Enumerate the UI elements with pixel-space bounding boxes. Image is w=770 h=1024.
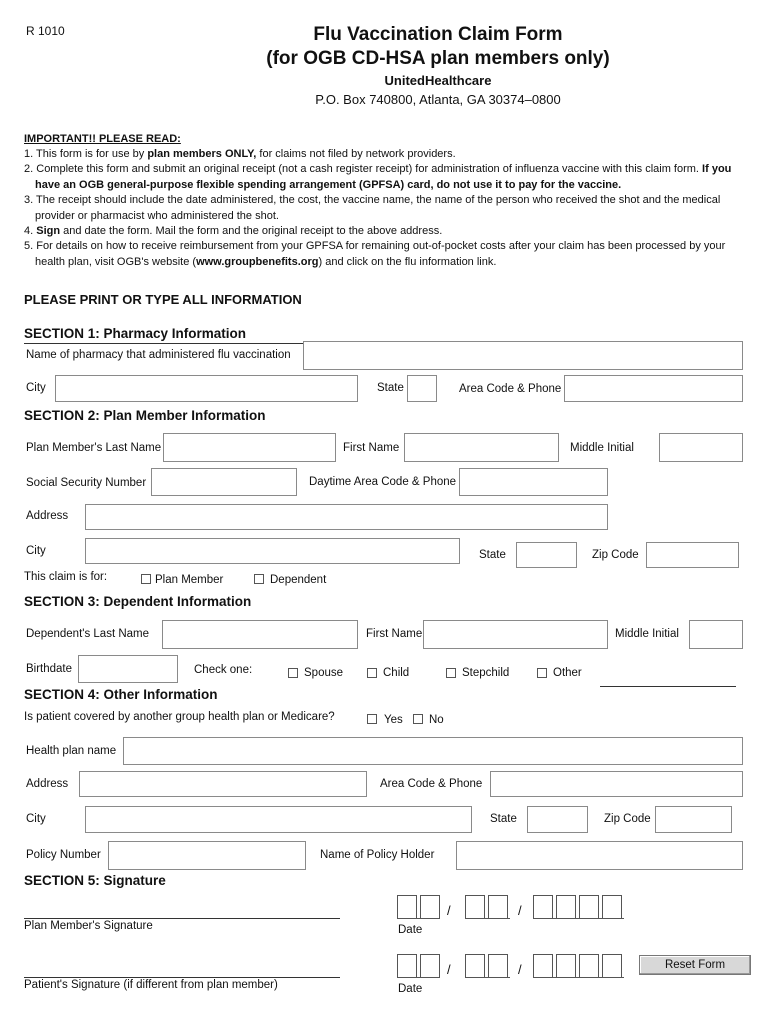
patient-signature-label: Patient's Signature (if different from plan member) (24, 979, 278, 991)
instruction-item: 3. The receipt should include the date administered, the cost, the vaccine name, the name of the person who received the shot and the medical provider or pharmacist who administered the shot. (24, 194, 721, 222)
section2-title: SECTION 2: Plan Member Information (24, 408, 266, 423)
member-first-name-field[interactable] (404, 433, 559, 462)
date-underline (397, 918, 440, 919)
other-checkbox[interactable] (537, 668, 547, 678)
member-address-field[interactable] (85, 504, 608, 530)
other-phone-label: Area Code & Phone (380, 778, 483, 790)
coverage-question: Is patient covered by another group health plan or Medicare? (24, 711, 335, 723)
claim-plan-member-label: Plan Member (155, 574, 224, 586)
instruction-item: 5. For details on how to receive reimbursement from your GPFSA for remaining out-of-pocket costs after your claim has been processed by your health plan, visit OGB's website (www.groupbenefits.org) and click on the flu information link. (24, 240, 726, 268)
child-checkbox[interactable] (367, 668, 377, 678)
member-middle-initial-label: Middle Initial (570, 442, 634, 454)
policy-holder-label: Name of Policy Holder (320, 849, 435, 861)
pharmacy-name-label: Name of pharmacy that administered flu vaccination (26, 349, 291, 361)
other-state-field[interactable] (527, 806, 588, 833)
coverage-no-checkbox[interactable] (413, 714, 423, 724)
coverage-yes-checkbox[interactable] (367, 714, 377, 724)
other-zip-label: Zip Code (604, 813, 651, 825)
member-zip-field[interactable] (646, 542, 739, 568)
child-label: Child (383, 667, 410, 679)
claim-for-label: This claim is for: (24, 571, 108, 583)
date-slash: / (447, 903, 451, 918)
section3-title: SECTION 3: Dependent Information (24, 594, 252, 609)
member-address-label: Address (26, 510, 69, 522)
policy-holder-field[interactable] (456, 841, 743, 870)
other-state-label: State (490, 813, 517, 825)
date-underline (533, 977, 624, 978)
dependent-middle-initial-label: Middle Initial (615, 628, 679, 640)
ssn-field[interactable] (151, 468, 297, 496)
member-first-name-label: First Name (343, 442, 400, 454)
patient-date-year-digit[interactable] (556, 954, 576, 977)
date-slash: / (518, 903, 522, 918)
instruction-item: 4. Sign and date the form. Mail the form and the original receipt to the above address. (24, 225, 443, 238)
date-underline (465, 918, 510, 919)
birthdate-label: Birthdate (26, 663, 73, 675)
other-specify-line[interactable] (600, 686, 736, 687)
pharmacy-city-field[interactable] (55, 375, 358, 402)
patient-date-year-digit[interactable] (602, 954, 622, 977)
member-date-year-digit[interactable] (602, 895, 622, 918)
instructions-list (24, 147, 742, 270)
member-date-month-digit[interactable] (420, 895, 440, 918)
date-underline (397, 977, 440, 978)
policy-number-label: Policy Number (26, 849, 101, 861)
member-date-label: Date (398, 924, 423, 936)
form-title-line1: Flu Vaccination Claim Form (313, 24, 563, 45)
day-phone-field[interactable] (459, 468, 608, 496)
section5-title: SECTION 5: Signature (24, 873, 166, 888)
spouse-label: Spouse (304, 667, 344, 679)
claim-plan-member-checkbox[interactable] (141, 574, 151, 584)
patient-date-label: Date (398, 983, 423, 995)
other-zip-field[interactable] (655, 806, 732, 833)
patient-date-year-digit[interactable] (579, 954, 599, 977)
dependent-first-name-label: First Name (366, 628, 423, 640)
patient-date-day-digit[interactable] (465, 954, 485, 977)
stepchild-checkbox[interactable] (446, 668, 456, 678)
birthdate-field[interactable] (78, 655, 178, 683)
member-date-year-digit[interactable] (533, 895, 553, 918)
instruction-item: 1. This form is for use by plan members ONLY, for claims not filed by network providers. (24, 148, 456, 160)
other-label: Other (553, 667, 582, 679)
claim-dependent-checkbox[interactable] (254, 574, 264, 584)
health-plan-name-label: Health plan name (26, 745, 117, 757)
pharmacy-phone-label: Area Code & Phone (459, 383, 562, 395)
patient-date-month-digit[interactable] (397, 954, 417, 977)
claim-dependent-label: Dependent (270, 574, 327, 586)
member-city-field[interactable] (85, 538, 460, 564)
check-one-label: Check one: (194, 664, 253, 676)
date-underline (533, 918, 624, 919)
date-slash: / (447, 962, 451, 977)
dependent-last-name-field[interactable] (162, 620, 358, 649)
member-signature-line[interactable] (24, 918, 340, 919)
dependent-first-name-field[interactable] (423, 620, 608, 649)
ssn-label: Social Security Number (26, 477, 147, 489)
member-state-label: State (479, 549, 506, 561)
day-phone-label: Daytime Area Code & Phone (309, 476, 457, 488)
pharmacy-city-label: City (26, 382, 46, 394)
member-last-name-field[interactable] (163, 433, 336, 462)
member-zip-label: Zip Code (592, 549, 639, 561)
member-middle-initial-field[interactable] (659, 433, 743, 462)
member-state-field[interactable] (516, 542, 577, 568)
dependent-middle-initial-field[interactable] (689, 620, 743, 649)
other-city-label: City (26, 813, 46, 825)
pharmacy-state-label: State (377, 382, 404, 394)
instructions-heading: IMPORTANT!! PLEASE READ: (24, 133, 181, 145)
patient-signature-line[interactable] (24, 977, 340, 978)
member-date-day-digit[interactable] (465, 895, 485, 918)
other-city-field[interactable] (85, 806, 472, 833)
other-address-label: Address (26, 778, 69, 790)
date-slash: / (518, 962, 522, 977)
instruction-item: 2. Complete this form and submit an original receipt (not a cash register receipt) for administration of influenza vaccine with this claim form. If you have an OGB general-purpose flexible spending arrangement (GPFSA) card, do not use it to pay for the vaccine. (24, 163, 732, 191)
pharmacy-phone-field[interactable] (564, 375, 743, 402)
form-id: R 1010 (26, 24, 65, 38)
member-last-name-label: Plan Member's Last Name (26, 442, 162, 454)
coverage-yes-label: Yes (384, 714, 403, 726)
form-title-line2: (for OGB CD-HSA plan members only) (266, 48, 610, 69)
member-date-day-digit[interactable] (488, 895, 508, 918)
health-plan-name-field[interactable] (123, 737, 743, 765)
other-phone-field[interactable] (490, 771, 743, 797)
member-date-year-digit[interactable] (579, 895, 599, 918)
section1-title: SECTION 1: Pharmacy Information (24, 326, 247, 341)
dependent-last-name-label: Dependent's Last Name (26, 628, 150, 640)
patient-date-day-digit[interactable] (488, 954, 508, 977)
coverage-no-label: No (429, 714, 444, 726)
policy-number-field[interactable] (108, 841, 306, 870)
print-notice: PLEASE PRINT OR TYPE ALL INFORMATION (24, 292, 302, 307)
member-signature-label: Plan Member's Signature (24, 920, 153, 932)
stepchild-label: Stepchild (462, 667, 510, 679)
member-city-label: City (26, 545, 46, 557)
member-date-year-digit[interactable] (556, 895, 576, 918)
member-date-month-digit[interactable] (397, 895, 417, 918)
pharmacy-state-field[interactable] (407, 375, 437, 402)
patient-date-year-digit[interactable] (533, 954, 553, 977)
reset-form-button[interactable]: Reset Form (639, 955, 751, 975)
section4-title: SECTION 4: Other Information (24, 687, 218, 702)
date-underline (465, 977, 510, 978)
patient-date-month-digit[interactable] (420, 954, 440, 977)
company-name: UnitedHealthcare (384, 73, 492, 88)
pharmacy-name-field[interactable] (303, 341, 743, 370)
mailing-address: P.O. Box 740800, Atlanta, GA 30374–0800 (315, 92, 561, 107)
other-address-field[interactable] (79, 771, 367, 797)
spouse-checkbox[interactable] (288, 668, 298, 678)
